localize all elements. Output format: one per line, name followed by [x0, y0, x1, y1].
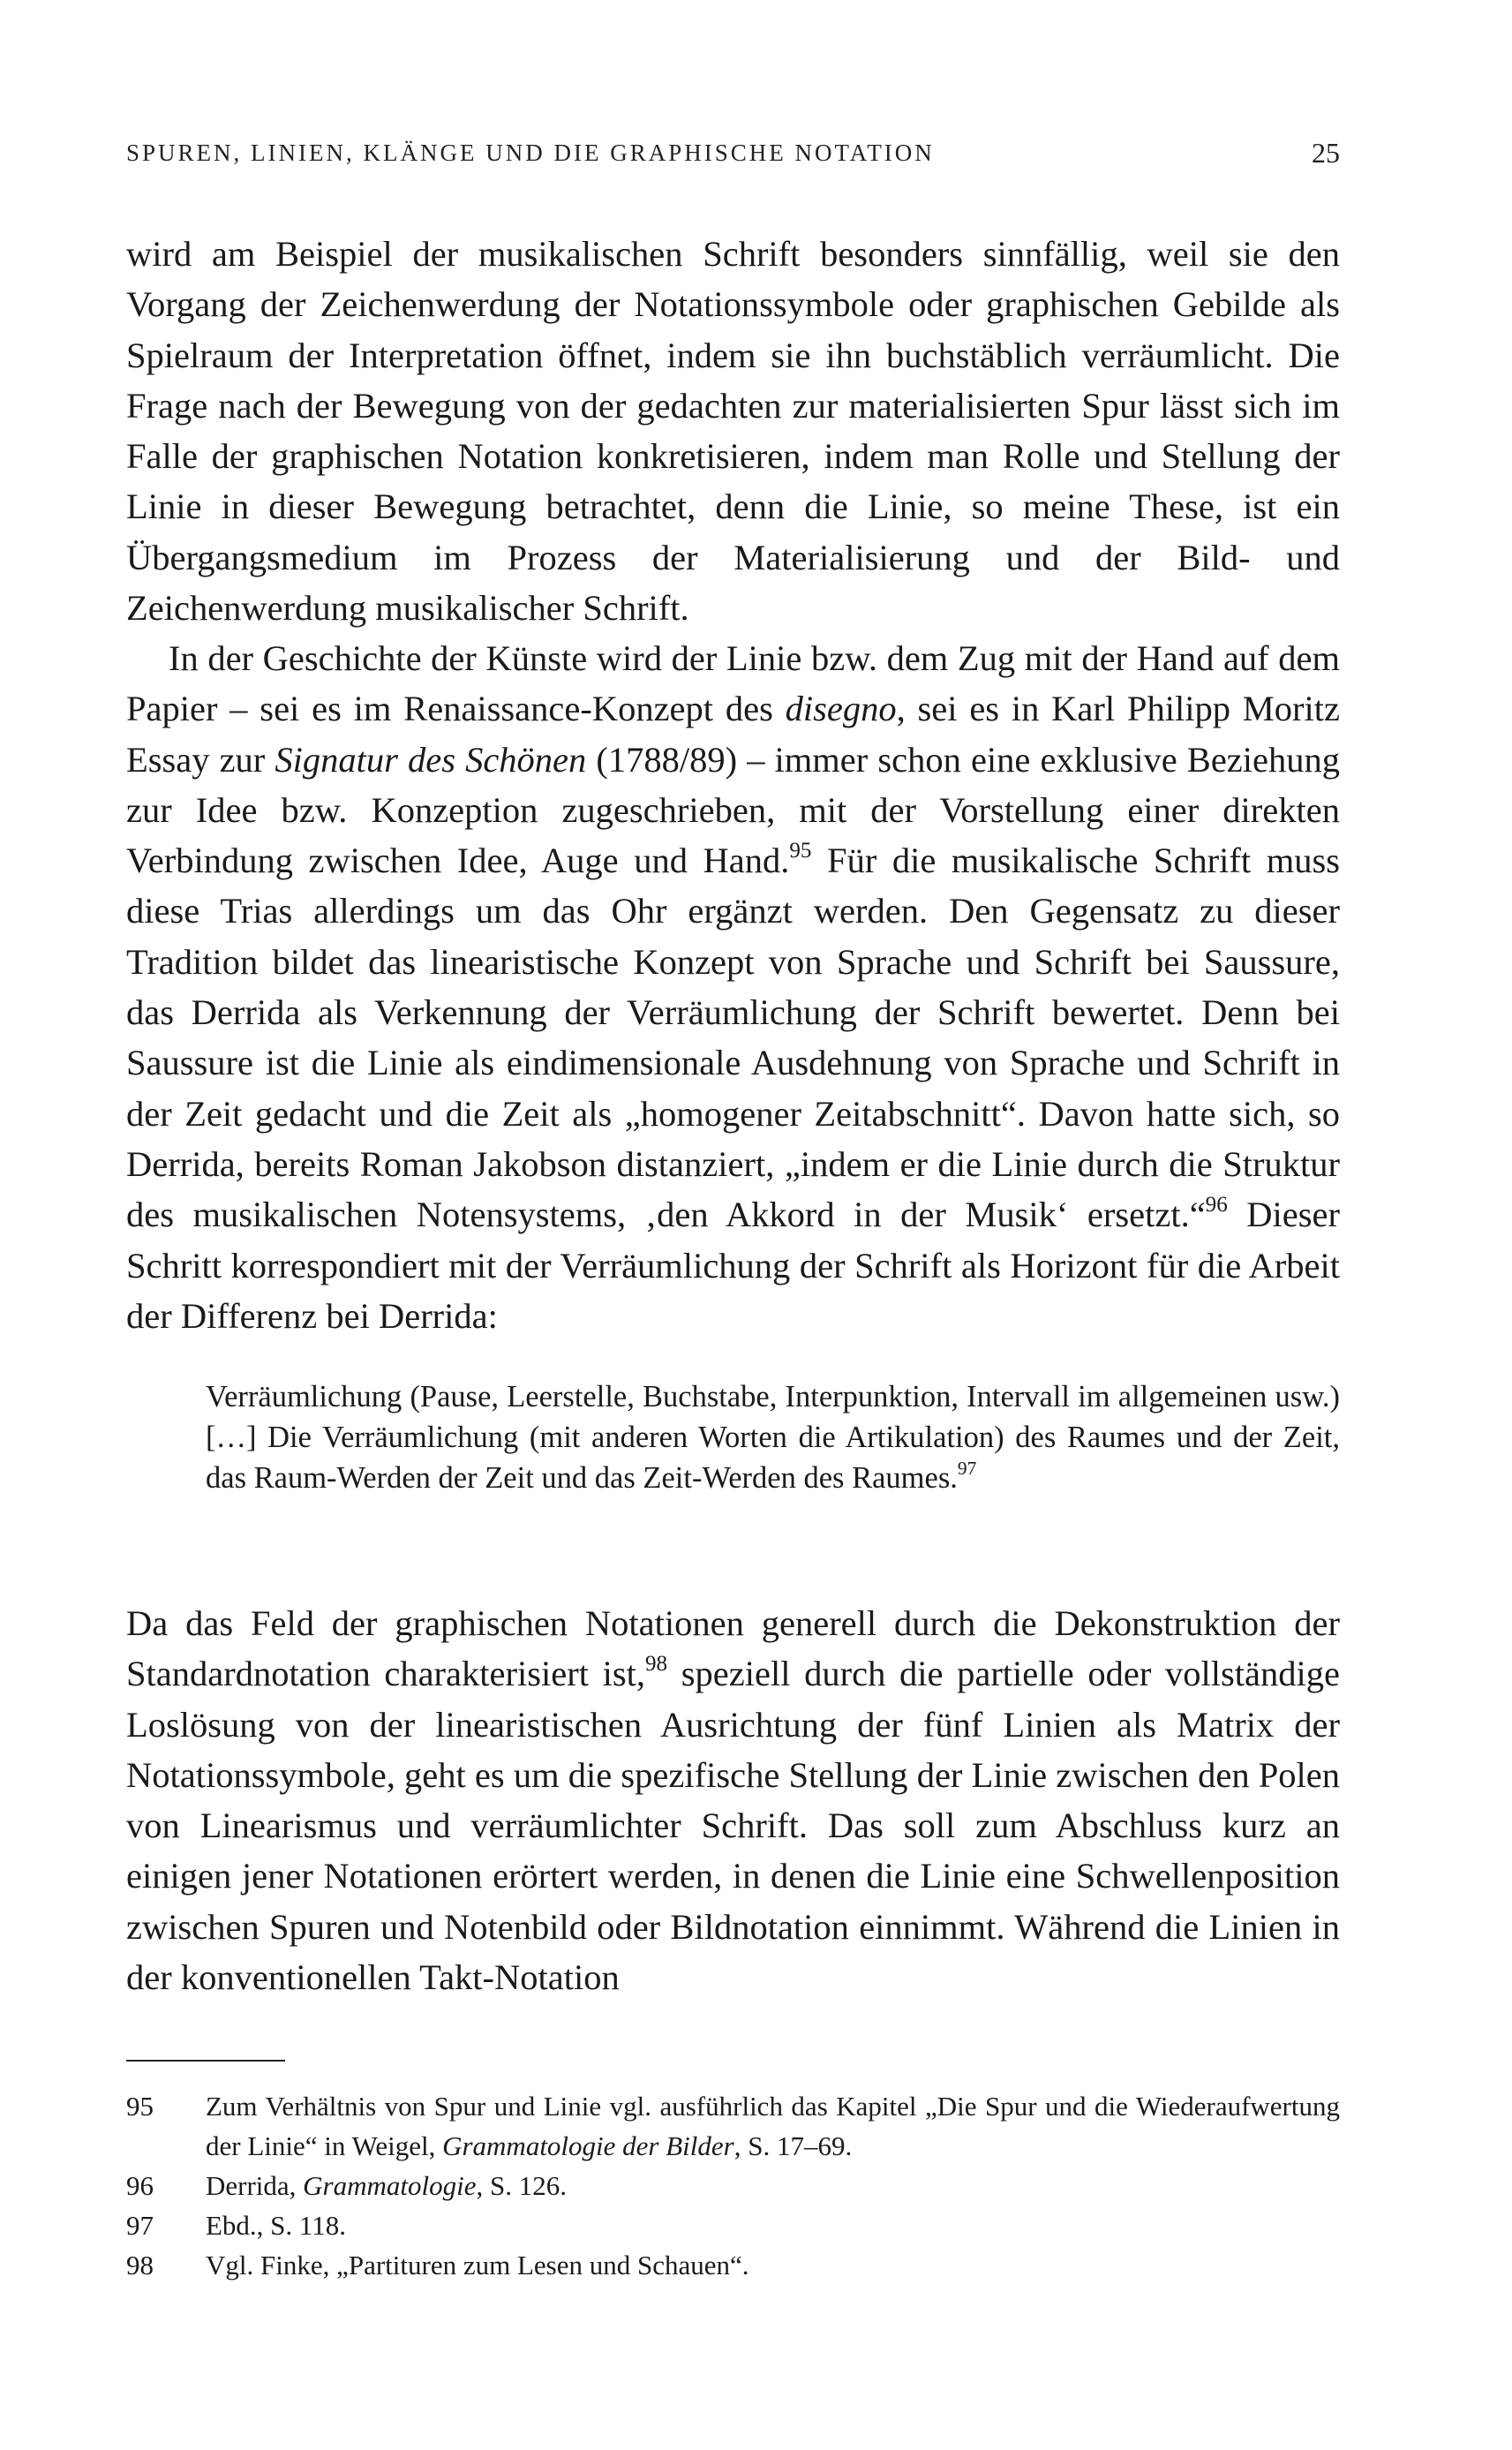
footnote-ref-98[interactable]: 98 [645, 1652, 668, 1677]
body-paragraph-2 [126, 633, 1340, 1341]
footnote-italic-title: Grammatologie der Bilder [442, 2130, 734, 2161]
paragraph-text: wird am Beispiel der musikalischen Schrift besonders sinnfällig, weil sie den Vorgang der Zeichenwerdung der Notationssymbole oder graphischen Gebilde als Spielraum der Interpretation öffnet, indem sie ihn buchstäblich verräumlicht. Die Frage nach der Bewegung von der gedachten zur materialisierten Spur lässt sich im Falle der graphischen Notation konkretisieren, indem man Rolle und Stellung der Linie in dieser Bewegung betrachtet, denn die Linie, so meine These, ist ein Übergangsmedium im Prozess der Materialisierung und der Bild- und Zeichenwerdung musikalischer Schrift. [126, 234, 1340, 629]
footnote-text-part: , S. 126. [476, 2170, 567, 2201]
footnote-text-part: , S. 17–69. [733, 2130, 853, 2161]
footnote-text-part: Ebd., S. 118. [206, 2210, 347, 2241]
paragraph-text: speziell durch die partielle oder vollständige Loslösung von der linearistischen Ausrichtung der fünf Linien als Matrix der Notationssymbole, geht es um die spezifische Stellung der Linie zwischen den Polen von Linearismus und verräumlichter Schrift. Das soll zum Abschluss kurz an einigen jener Notationen erörtert werden, in denen die Linie eine Schwellenposition zwischen Spuren und Notenbild oder Bildnotation einnimmt. Während die Linien in der konventionellen Takt-Notation [126, 1654, 1340, 1998]
footnote-text-part: Zum Verhältnis von Spur und Linie vgl. ausführlich das Kapitel „Die Spur und die Wiederaufwertung der Linie“ in Weigel, [206, 2091, 1340, 2161]
footnote-97 [126, 2205, 1340, 2245]
paragraph-text: , sei es in Karl Philipp Moritz Essay zur [126, 689, 1340, 780]
footnote-ref-95[interactable]: 95 [789, 839, 812, 863]
paragraph-text: Für die musikalische Schrift muss diese Trias allerdings um das Ohr ergänzt werden. Den Gegensatz zu dieser Tradition bildet das linearistische Konzept von Sprache und Schrift bei Saussure, das Derrida als Verkennung der Verräumlichung der Schrift bewertet. Denn bei Saussure ist die Linie als eindimensionale Ausdehnung von Sprache und Schrift in der Zeit gedacht und die Zeit als „homogener Zeitabschnitt“. Davon hatte sich, so Derrida, bereits Roman Jakobson distanziert, „indem er die Linie durch die Struktur des musikalischen Notensystems, ‚den Akkord in der Musik‘ ersetzt.“ [126, 841, 1340, 1235]
footnote-98 [126, 2245, 1340, 2285]
footnote-95 [126, 2086, 1340, 2166]
footnote-number: 95 [126, 2091, 154, 2122]
paragraph-text: In der Geschichte der Künste wird der Linie bzw. dem Zug mit der Hand auf dem Papier – sei es im Renaissance-Konzept des [126, 638, 1340, 729]
footnote-text [206, 2086, 1340, 2166]
page-number: 25 [1312, 137, 1340, 169]
body-paragraph-1 [126, 229, 1340, 633]
body-paragraph-3 [126, 1598, 1340, 2002]
footnote-text-part: Derrida, [206, 2170, 304, 2201]
footnote-ref-97[interactable]: 97 [957, 1458, 977, 1480]
running-head [126, 139, 1340, 175]
paragraph-text: Da das Feld der graphischen Notationen generell durch die Dekonstruktion der Standardnotation charakterisiert ist, [126, 1603, 1340, 1694]
running-head-title: SPUREN, LINIEN, KLÄNGE UND DIE GRAPHISCHE NOTATION [126, 139, 935, 166]
italic-title-signatur: Signatur des Schönen [275, 739, 587, 780]
italic-term-disegno: disegno [785, 689, 897, 729]
footnote-divider [126, 2060, 285, 2062]
quote-text: Verräumlichung (Pause, Leerstelle, Buchstabe, Interpunktion, Intervall im allgemeinen usw.) […] Die Verräumlichung (mit anderen Worten die Artikulation) des Raumes und der Zeit, das Raum-Werden der Zeit und das Zeit-Werden des Raumes. [206, 1380, 1340, 1495]
footnotes [126, 2086, 1340, 2285]
footnote-number: 96 [126, 2170, 154, 2201]
footnote-number: 98 [126, 2250, 154, 2280]
footnote-italic-title: Grammatologie [303, 2170, 477, 2201]
footnote-number: 97 [126, 2210, 154, 2241]
footnote-text-part: Vgl. Finke, „Partituren zum Lesen und Schauen“. [206, 2250, 749, 2280]
block-quote [206, 1376, 1340, 1498]
footnote-text [206, 2205, 1340, 2245]
paragraph-text: Dieser Schritt korrespondiert mit der Verräumlichung der Schrift als Horizont für die Arbeit der Differenz bei Derrida: [126, 1195, 1340, 1336]
footnote-96 [126, 2166, 1340, 2205]
footnote-text [206, 2245, 1340, 2285]
paragraph-text: (1788/89) – immer schon eine exklusive Beziehung zur Idee bzw. Konzeption zugeschrieben, mit der Vorstellung einer direkten Verbindung zwischen Idee, Auge und Hand. [126, 739, 1340, 881]
footnote-ref-96[interactable]: 96 [1205, 1193, 1228, 1217]
footnote-text [206, 2166, 1340, 2205]
